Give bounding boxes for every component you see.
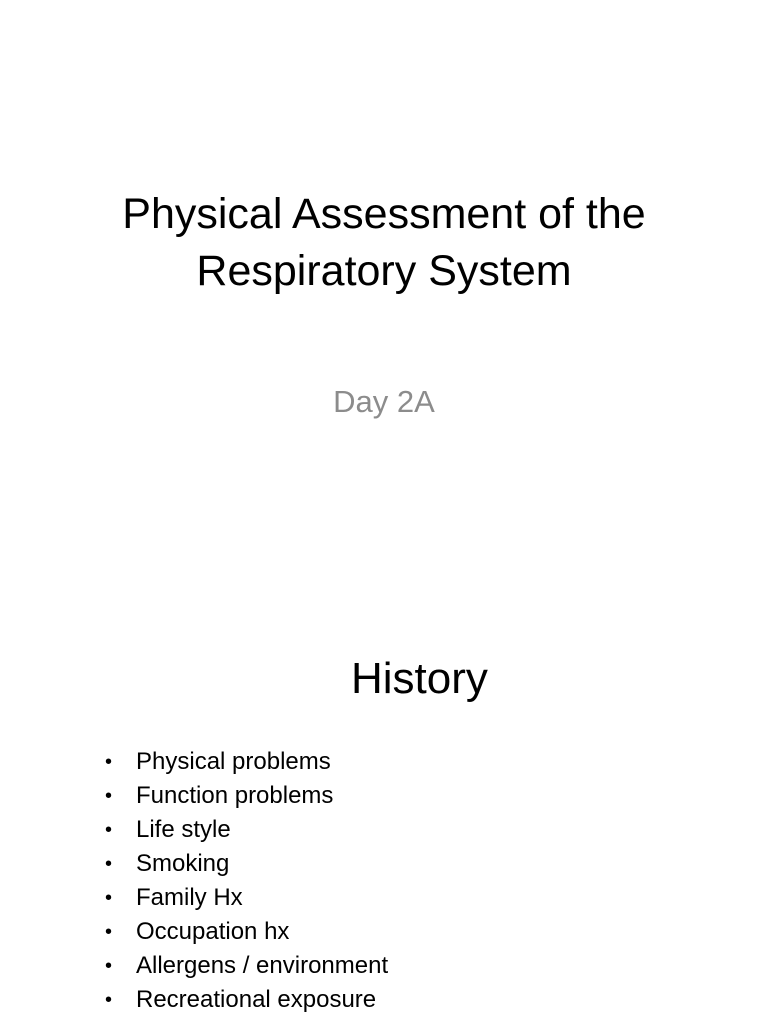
history-bullet-list (0, 745, 768, 1017)
slide-title-line-1: Physical Assessment of the (122, 190, 646, 238)
list-item (0, 847, 768, 881)
list-item-text: Allergens / environment (136, 952, 389, 979)
list-item (0, 915, 768, 949)
list-item (0, 813, 768, 847)
bullet-icon: • (105, 751, 113, 773)
slide-subtitle: Day 2A (333, 384, 435, 419)
history-heading: History (351, 654, 488, 703)
list-item-text: Family Hx (136, 884, 243, 911)
list-item (0, 983, 768, 1017)
bullet-icon: • (105, 989, 113, 1011)
list-item (0, 779, 768, 813)
bullet-icon: • (105, 819, 113, 841)
bullet-icon: • (105, 853, 113, 875)
list-item (0, 949, 768, 983)
list-item (0, 745, 768, 779)
slide-title-line-2: Respiratory System (196, 247, 572, 295)
list-item-text: Recreational exposure (136, 986, 377, 1013)
list-item-text: Smoking (136, 850, 230, 877)
bullet-icon: • (105, 921, 113, 943)
bullet-icon: • (105, 785, 113, 807)
slide-title (0, 186, 768, 300)
list-item-text: Occupation hx (136, 918, 290, 945)
list-item-text: Life style (136, 816, 231, 843)
bullet-icon: • (105, 955, 113, 977)
list-item (0, 881, 768, 915)
bullet-icon: • (105, 887, 113, 909)
list-item-text: Function problems (136, 782, 334, 809)
list-item-text: Physical problems (136, 748, 331, 775)
